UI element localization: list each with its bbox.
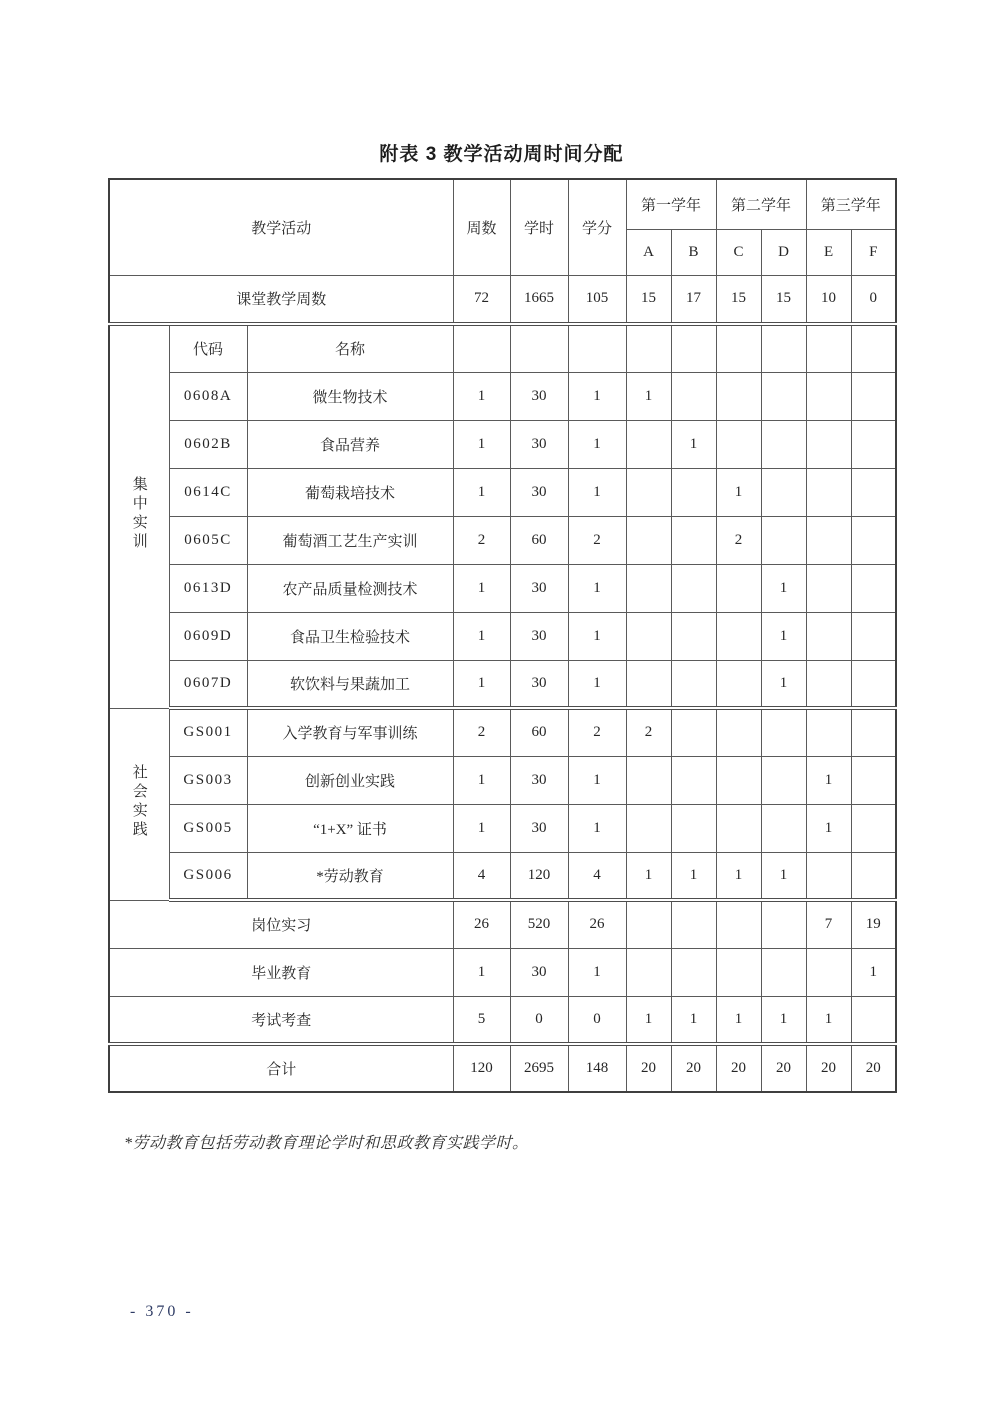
term-e-cell — [806, 372, 851, 420]
term-c-cell — [716, 948, 761, 996]
term-c-cell: 1 — [716, 468, 761, 516]
term-c-cell — [716, 324, 761, 372]
header-term-b: B — [671, 229, 716, 275]
hours-cell: 30 — [510, 804, 568, 852]
term-b-cell — [671, 900, 716, 948]
section-label-training: 集中实训 — [109, 324, 169, 708]
hours-cell — [510, 324, 568, 372]
term-a-cell — [626, 756, 671, 804]
weeks-cell: 2 — [453, 708, 510, 756]
term-e-cell — [806, 516, 851, 564]
term-e-cell: 1 — [806, 804, 851, 852]
course-code-cell: 0605C — [169, 516, 247, 564]
term-b-cell — [671, 804, 716, 852]
term-e-cell: 10 — [806, 275, 851, 324]
term-b-cell — [671, 468, 716, 516]
term-e-cell — [806, 420, 851, 468]
term-e-cell: 1 — [806, 996, 851, 1044]
course-name-cell: *劳动教育 — [247, 852, 453, 900]
course-row-gs001 — [109, 708, 896, 756]
course-name-cell: 微生物技术 — [247, 372, 453, 420]
term-d-cell — [761, 372, 806, 420]
term-b-cell — [671, 372, 716, 420]
schedule-table — [108, 178, 897, 1093]
term-a-cell — [626, 516, 671, 564]
page-title: 附表 3 教学活动周时间分配 — [379, 144, 624, 165]
term-d-cell — [761, 420, 806, 468]
course-name-cell: 农产品质量检测技术 — [247, 564, 453, 612]
classroom-weeks-row — [109, 275, 896, 324]
course-code-cell: 0607D — [169, 660, 247, 708]
header-year-3: 第三学年 — [806, 179, 896, 229]
term-e-cell: 7 — [806, 900, 851, 948]
row-label: 岗位实习 — [109, 900, 453, 948]
graduation-row — [109, 948, 896, 996]
weeks-cell: 1 — [453, 948, 510, 996]
credits-cell: 1 — [568, 468, 626, 516]
weeks-cell: 1 — [453, 564, 510, 612]
term-f-cell — [851, 564, 896, 612]
term-a-cell: 1 — [626, 852, 671, 900]
hours-cell: 520 — [510, 900, 568, 948]
term-b-cell — [671, 516, 716, 564]
header-hours: 学时 — [510, 179, 568, 275]
term-f-cell — [851, 324, 896, 372]
credits-cell: 1 — [568, 564, 626, 612]
course-code-cell: 0602B — [169, 420, 247, 468]
term-b-cell — [671, 708, 716, 756]
term-a-cell — [626, 804, 671, 852]
term-c-cell — [716, 900, 761, 948]
credits-cell: 1 — [568, 612, 626, 660]
course-name-cell: 入学教育与军事训练 — [247, 708, 453, 756]
term-c-cell: 20 — [716, 1044, 761, 1092]
term-a-cell — [626, 660, 671, 708]
course-code-cell: GS006 — [169, 852, 247, 900]
term-d-cell — [761, 804, 806, 852]
credits-cell: 26 — [568, 900, 626, 948]
weeks-cell: 26 — [453, 900, 510, 948]
credits-cell: 1 — [568, 660, 626, 708]
term-d-cell — [761, 516, 806, 564]
term-c-cell — [716, 660, 761, 708]
term-c-cell — [716, 804, 761, 852]
weeks-cell — [453, 324, 510, 372]
header-term-a: A — [626, 229, 671, 275]
credits-cell: 1 — [568, 756, 626, 804]
credits-cell: 0 — [568, 996, 626, 1044]
row-label: 课堂教学周数 — [109, 275, 453, 324]
weeks-cell: 1 — [453, 468, 510, 516]
term-e-cell — [806, 468, 851, 516]
header-term-c: C — [716, 229, 761, 275]
term-d-cell: 1 — [761, 852, 806, 900]
course-row-gs005 — [109, 804, 896, 852]
credits-cell: 105 — [568, 275, 626, 324]
term-a-cell — [626, 468, 671, 516]
credits-cell: 1 — [568, 420, 626, 468]
term-c-cell — [716, 372, 761, 420]
course-code-cell: GS003 — [169, 756, 247, 804]
course-row-gs003 — [109, 756, 896, 804]
term-d-cell: 1 — [761, 612, 806, 660]
term-e-cell: 20 — [806, 1044, 851, 1092]
term-f-cell: 20 — [851, 1044, 896, 1092]
course-code-cell: GS001 — [169, 708, 247, 756]
row-label: 考试考查 — [109, 996, 453, 1044]
term-b-cell — [671, 612, 716, 660]
term-a-cell: 1 — [626, 996, 671, 1044]
term-f-cell — [851, 420, 896, 468]
hours-cell: 30 — [510, 420, 568, 468]
term-f-cell — [851, 852, 896, 900]
course-row-0609d — [109, 612, 896, 660]
term-d-cell — [761, 900, 806, 948]
row-label: 合计 — [109, 1044, 453, 1092]
credits-cell: 1 — [568, 948, 626, 996]
term-d-cell: 20 — [761, 1044, 806, 1092]
course-name-cell: 创新创业实践 — [247, 756, 453, 804]
course-name-cell: 食品营养 — [247, 420, 453, 468]
header-weeks: 周数 — [453, 179, 510, 275]
term-a-cell — [626, 564, 671, 612]
term-a-cell — [626, 900, 671, 948]
term-b-cell: 17 — [671, 275, 716, 324]
term-b-cell: 1 — [671, 852, 716, 900]
term-a-cell: 2 — [626, 708, 671, 756]
term-e-cell — [806, 708, 851, 756]
weeks-cell: 1 — [453, 804, 510, 852]
term-c-cell — [716, 420, 761, 468]
term-f-cell — [851, 996, 896, 1044]
weeks-cell: 1 — [453, 372, 510, 420]
hours-cell: 60 — [510, 708, 568, 756]
term-f-cell: 0 — [851, 275, 896, 324]
term-b-cell: 20 — [671, 1044, 716, 1092]
term-f-cell — [851, 372, 896, 420]
term-d-cell — [761, 708, 806, 756]
term-f-cell: 19 — [851, 900, 896, 948]
header-year-1: 第一学年 — [626, 179, 716, 229]
term-f-cell — [851, 804, 896, 852]
term-b-cell — [671, 564, 716, 612]
term-f-cell — [851, 468, 896, 516]
term-f-cell — [851, 516, 896, 564]
credits-cell — [568, 324, 626, 372]
term-a-cell — [626, 420, 671, 468]
term-b-cell: 1 — [671, 996, 716, 1044]
internship-row — [109, 900, 896, 948]
course-code-cell: 0613D — [169, 564, 247, 612]
header-term-f: F — [851, 229, 896, 275]
term-f-cell — [851, 708, 896, 756]
subheader-name: 名称 — [247, 324, 453, 372]
credits-cell: 1 — [568, 804, 626, 852]
term-f-cell — [851, 612, 896, 660]
hours-cell: 2695 — [510, 1044, 568, 1092]
term-e-cell — [806, 324, 851, 372]
course-name-cell: 食品卫生检验技术 — [247, 612, 453, 660]
header-term-d: D — [761, 229, 806, 275]
credits-cell: 1 — [568, 372, 626, 420]
weeks-cell: 1 — [453, 660, 510, 708]
term-c-cell: 1 — [716, 996, 761, 1044]
course-name-cell: 软饮料与果蔬加工 — [247, 660, 453, 708]
term-a-cell: 1 — [626, 372, 671, 420]
term-b-cell — [671, 948, 716, 996]
credits-cell: 148 — [568, 1044, 626, 1092]
term-d-cell — [761, 756, 806, 804]
term-a-cell — [626, 948, 671, 996]
term-d-cell — [761, 468, 806, 516]
course-name-cell: 葡萄栽培技术 — [247, 468, 453, 516]
term-c-cell — [716, 756, 761, 804]
course-row-0605c — [109, 516, 896, 564]
hours-cell: 30 — [510, 756, 568, 804]
term-f-cell — [851, 660, 896, 708]
header-year-2: 第二学年 — [716, 179, 806, 229]
weeks-cell: 4 — [453, 852, 510, 900]
term-e-cell: 1 — [806, 756, 851, 804]
header-term-e: E — [806, 229, 851, 275]
page-number: - 370 - — [130, 1303, 194, 1320]
total-row — [109, 1044, 896, 1092]
term-e-cell — [806, 948, 851, 996]
hours-cell: 30 — [510, 948, 568, 996]
hours-cell: 0 — [510, 996, 568, 1044]
course-name-cell: “1+X” 证书 — [247, 804, 453, 852]
course-code-cell: GS005 — [169, 804, 247, 852]
term-a-cell: 20 — [626, 1044, 671, 1092]
term-b-cell — [671, 756, 716, 804]
course-row-0613d — [109, 564, 896, 612]
header-activity: 教学活动 — [109, 179, 453, 275]
subheader-code: 代码 — [169, 324, 247, 372]
course-name-cell: 葡萄酒工艺生产实训 — [247, 516, 453, 564]
term-e-cell — [806, 660, 851, 708]
section-label-practice: 社会实践 — [109, 708, 169, 900]
weeks-cell: 1 — [453, 756, 510, 804]
hours-cell: 120 — [510, 852, 568, 900]
term-f-cell — [851, 756, 896, 804]
hours-cell: 30 — [510, 564, 568, 612]
term-d-cell: 1 — [761, 996, 806, 1044]
hours-cell: 30 — [510, 468, 568, 516]
footnote: *劳动教育包括劳动教育理论学时和思政教育实践学时。 — [124, 1135, 529, 1152]
term-c-cell: 15 — [716, 275, 761, 324]
credits-cell: 2 — [568, 708, 626, 756]
credits-cell: 2 — [568, 516, 626, 564]
term-c-cell: 2 — [716, 516, 761, 564]
term-f-cell: 1 — [851, 948, 896, 996]
header-credits: 学分 — [568, 179, 626, 275]
term-d-cell: 15 — [761, 275, 806, 324]
weeks-cell: 5 — [453, 996, 510, 1044]
term-a-cell: 15 — [626, 275, 671, 324]
term-b-cell — [671, 324, 716, 372]
hours-cell: 1665 — [510, 275, 568, 324]
term-e-cell — [806, 852, 851, 900]
term-c-cell — [716, 708, 761, 756]
weeks-cell: 72 — [453, 275, 510, 324]
term-d-cell — [761, 324, 806, 372]
weeks-cell: 1 — [453, 612, 510, 660]
term-c-cell — [716, 564, 761, 612]
hours-cell: 60 — [510, 516, 568, 564]
term-d-cell: 1 — [761, 564, 806, 612]
weeks-cell: 1 — [453, 420, 510, 468]
header-row-years — [109, 179, 896, 229]
course-row-0608a — [109, 372, 896, 420]
hours-cell: 30 — [510, 372, 568, 420]
term-d-cell — [761, 948, 806, 996]
course-code-cell: 0609D — [169, 612, 247, 660]
term-a-cell — [626, 612, 671, 660]
course-code-cell: 0608A — [169, 372, 247, 420]
course-row-gs006 — [109, 852, 896, 900]
hours-cell: 30 — [510, 612, 568, 660]
course-row-0602b — [109, 420, 896, 468]
weeks-cell: 2 — [453, 516, 510, 564]
term-b-cell: 1 — [671, 420, 716, 468]
exam-row — [109, 996, 896, 1044]
term-a-cell — [626, 324, 671, 372]
term-d-cell: 1 — [761, 660, 806, 708]
course-code-cell: 0614C — [169, 468, 247, 516]
subheader-row — [109, 324, 896, 372]
credits-cell: 4 — [568, 852, 626, 900]
course-row-0614c — [109, 468, 896, 516]
hours-cell: 30 — [510, 660, 568, 708]
term-e-cell — [806, 564, 851, 612]
course-row-0607d — [109, 660, 896, 708]
term-b-cell — [671, 660, 716, 708]
term-c-cell — [716, 612, 761, 660]
term-e-cell — [806, 612, 851, 660]
term-c-cell: 1 — [716, 852, 761, 900]
row-label: 毕业教育 — [109, 948, 453, 996]
weeks-cell: 120 — [453, 1044, 510, 1092]
